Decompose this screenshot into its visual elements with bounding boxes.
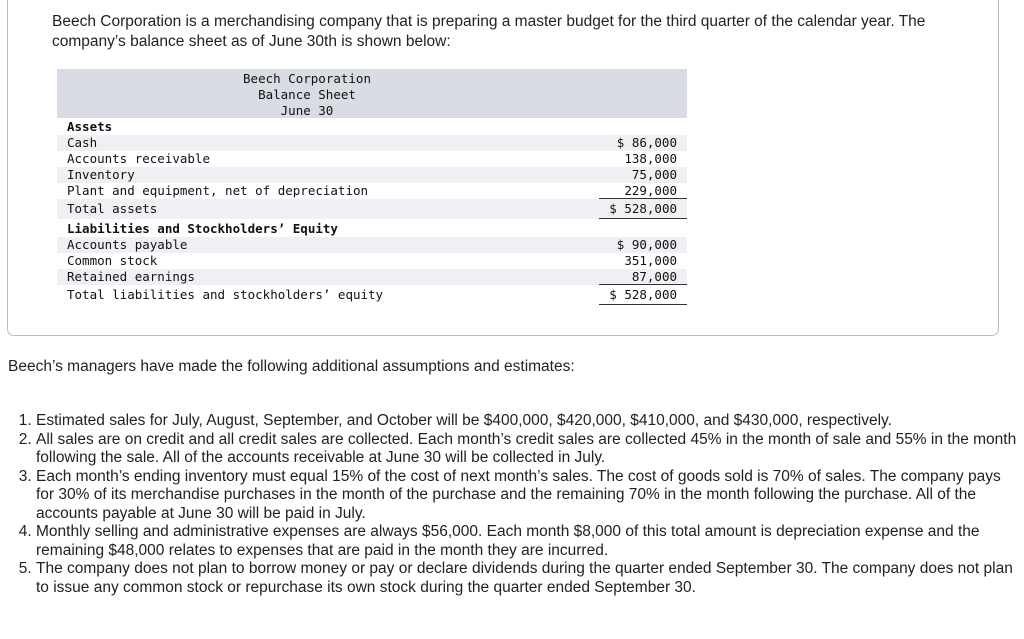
- row-value: 87,000: [631, 269, 677, 284]
- assumptions-intro: Beech’s managers have made the following additional assumptions and estimates:: [8, 358, 575, 375]
- row-label: Plant and equipment, net of depreciation: [67, 183, 369, 198]
- row-value: 75,000: [631, 167, 677, 182]
- assumptions-list: [16, 412, 1021, 597]
- row-label: Total assets: [67, 201, 158, 216]
- total-rule: [599, 218, 687, 219]
- intro-text: Beech Corporation is a merchandising company that is preparing a master budget for the third quarter of the calendar year. The company’s balance sheet as of June 30th is shown below:: [52, 13, 926, 50]
- table-row: [57, 237, 687, 253]
- total-rule: [599, 304, 687, 305]
- row-label: Common stock: [67, 253, 158, 268]
- liab-heading: Liabilities and Stockholders’ Equity: [67, 221, 338, 236]
- table-row: [57, 151, 687, 167]
- company-name: Beech Corporation: [243, 71, 371, 86]
- list-item: 2. All sales are on credit and all credit sales are collected. Each month’s credit sales are collected 45% in the month of sale and 55% in the month following the sale. All of the accounts receivable at June 30 will be collected in July.: [36, 431, 1021, 468]
- row-label: Inventory: [67, 167, 135, 182]
- total-assets-row: [57, 199, 687, 219]
- list-item: 3. Each month’s ending inventory must equal 15% of the cost of next month’s sales. The cost of goods sold is 70% of sales. The company pays for 30% of its merchandise purchases in the month of the purchase and the remaining 70% in the month following the purchase. All of the accounts payable at June 30 will be paid in July.: [36, 468, 1021, 524]
- assets-heading: Assets: [67, 119, 113, 134]
- liab-heading-row: [57, 221, 687, 237]
- statement-date: June 30: [280, 103, 334, 118]
- list-item: 1. Estimated sales for July, August, September, and October will be $400,000, $420,000, $410,000, and $430,000, respectively.: [36, 412, 1021, 431]
- row-value: $ 528,000: [609, 287, 677, 302]
- table-row: [57, 253, 687, 269]
- list-item: 4. Monthly selling and administrative expenses are always $56,000. Each month $8,000 of this total amount is depreciation expense and the remaining $48,000 relates to expenses that are paid in the month they are incurred.: [36, 523, 1021, 560]
- table-row: [57, 269, 687, 285]
- balance-sheet-header: [57, 69, 687, 118]
- row-label: Cash: [67, 135, 98, 150]
- table-row: [57, 135, 687, 151]
- row-label: Accounts payable: [67, 237, 188, 252]
- total-liab-row: [57, 285, 687, 305]
- row-value: 229,000: [624, 183, 677, 198]
- row-value: $ 86,000: [616, 135, 677, 150]
- balance-sheet: [57, 69, 687, 305]
- row-value: $ 90,000: [616, 237, 677, 252]
- row-value: 351,000: [624, 253, 677, 268]
- list-item: 5. The company does not plan to borrow money or pay or declare dividends during the quarter ended September 30. The company does not plan to issue any common stock or repurchase its own stock during the quarter ended September 30.: [36, 560, 1021, 597]
- assets-heading-row: [57, 119, 687, 135]
- row-label: Retained earnings: [67, 269, 195, 284]
- row-value: 138,000: [624, 151, 677, 166]
- table-row: [57, 183, 687, 199]
- table-row: [57, 167, 687, 183]
- row-value: $ 528,000: [609, 201, 677, 216]
- row-label: Total liabilities and stockholders’ equity: [67, 287, 384, 302]
- row-label: Accounts receivable: [67, 151, 210, 166]
- statement-title: Balance Sheet: [258, 87, 356, 102]
